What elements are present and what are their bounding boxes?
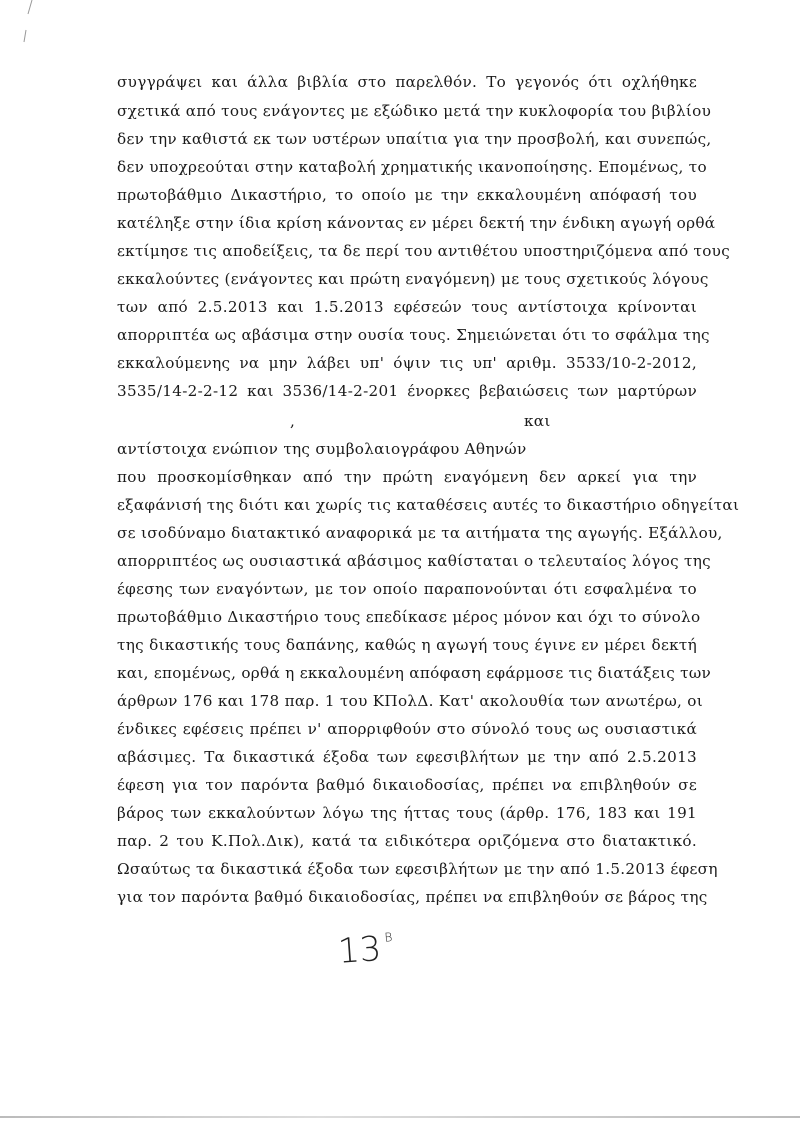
text-line-17: έφεσης των εναγόντων, με τον οποίο παραπονούνται ότι εσφαλμένα το — [117, 580, 697, 598]
text-line-11: εκκαλούμενης να μην λάβει υπ' όψιν τις υπ' αριθμ. 3533/10-2-2012, — [117, 354, 697, 372]
text-line-2: σχετικά από τους ενάγοντες με εξώδικο μετά την κυκλοφορία του βιβλίου — [117, 102, 712, 120]
page-number — [337, 928, 395, 972]
text-line-14: εξαφάνισή της διότι και χωρίς τις καταθέσεις αυτές το δικαστήριο οδηγείται — [117, 496, 740, 514]
text-line-7: εκτίμησε τις αποδείξεις, τα δε περί του αντιθέτου υποστηριζόμενα από τους — [117, 242, 731, 260]
text-line-8: εκκαλούντες (ενάγοντες και πρώτη εναγόμενη) με τους σχετικούς λόγους — [117, 270, 709, 288]
scan-mark-icon — [22, 0, 38, 50]
text-line-19: της δικαστικής τους δαπάνης, καθώς η αγωγή τους έγινε εν μέρει δεκτή — [117, 636, 697, 654]
scan-edge-divider — [0, 1116, 800, 1118]
text-line-10: απορριπτέα ως αβάσιμα στην ουσία τους. Σημειώνεται ότι το σφάλμα της — [117, 326, 710, 344]
text-line-27: Ωσαύτως τα δικαστικά έξοδα των εφεσιβλήτων με την από 1.5.2013 έφεση — [117, 860, 718, 878]
text-line-24: έφεση για τον παρόντα βαθμό δικαιοδοσίας, πρέπει να επιβληθούν σε — [117, 776, 697, 794]
text-line-1: συγγράψει και άλλα βιβλία στο παρελθόν. Το γεγονός ότι οχλήθηκε — [117, 73, 697, 91]
text-line-21: άρθρων 176 και 178 παρ. 1 του ΚΠολΔ. Κατ' ακολουθία των ανωτέρω, οι — [117, 692, 704, 710]
text-line-12: 3535/14-2-2-12 και 3536/14-2-201 ένορκες βεβαιώσεις των μαρτύρων — [117, 382, 697, 400]
redacted-comma: , — [290, 412, 296, 430]
redacted-kai: και — [524, 412, 551, 430]
text-line-16: απορριπτέος ως ουσιαστικά αβάσιμος καθίσταται ο τελευταίος λόγος της — [117, 552, 711, 570]
text-line-13: που προσκομίσθηκαν από την πρώτη εναγόμενη δεν αρκεί για την — [117, 468, 697, 486]
text-line-9: των από 2.5.2013 και 1.5.2013 εφέσεών τους αντίστοιχα κρίνονται — [117, 298, 697, 316]
page-number-value: 13 — [336, 928, 383, 972]
text-line-3: δεν την καθιστά εκ των υστέρων υπαίτια για την προσβολή, και συνεπώς, — [117, 130, 712, 148]
text-line-28: για τον παρόντα βαθμό δικαιοδοσίας, πρέπει να επιβληθούν σε βάρος της — [117, 888, 708, 906]
page-number-suffix: B — [383, 930, 393, 945]
text-line-18: πρωτοβάθμιο Δικαστήριο τους επεδίκασε μέρος μόνον και όχι το σύνολο — [117, 608, 701, 626]
text-line-23: αβάσιμες. Τα δικαστικά έξοδα των εφεσιβλήτων με την από 2.5.2013 — [117, 748, 697, 766]
text-line-5: πρωτοβάθμιο Δικαστήριο, το οποίο με την εκκαλουμένη απόφασή του — [117, 186, 697, 204]
text-line-4: δεν υποχρεούται στην καταβολή χρηματικής ικανοποίησης. Επομένως, το — [117, 158, 707, 176]
text-line-22: ένδικες εφέσεις πρέπει ν' απορριφθούν στο σύνολό τους ως ουσιαστικά — [117, 720, 697, 738]
text-line-25: βάρος των εκκαλούντων λόγω της ήττας τους (άρθρ. 176, 183 και 191 — [117, 804, 697, 822]
text-line-15: σε ισοδύναμο διατακτικό αναφορικά με τα αιτήματα της αγωγής. Εξάλλου, — [117, 524, 723, 542]
text-line-26: παρ. 2 του Κ.Πολ.Δικ), κατά τα ειδικότερα οριζόμενα στο διατακτικό. — [117, 832, 697, 850]
text-line-20: και, επομένως, ορθά η εκκαλουμένη απόφαση εφάρμοσε τις διατάξεις των — [117, 664, 712, 682]
text-line-6: κατέληξε στην ίδια κρίση κάνοντας εν μέρει δεκτή την ένδικη αγωγή ορθά — [117, 214, 716, 232]
text-line-short: αντίστοιχα ενώπιον της συμβολαιογράφου Αθηνών — [117, 440, 527, 458]
